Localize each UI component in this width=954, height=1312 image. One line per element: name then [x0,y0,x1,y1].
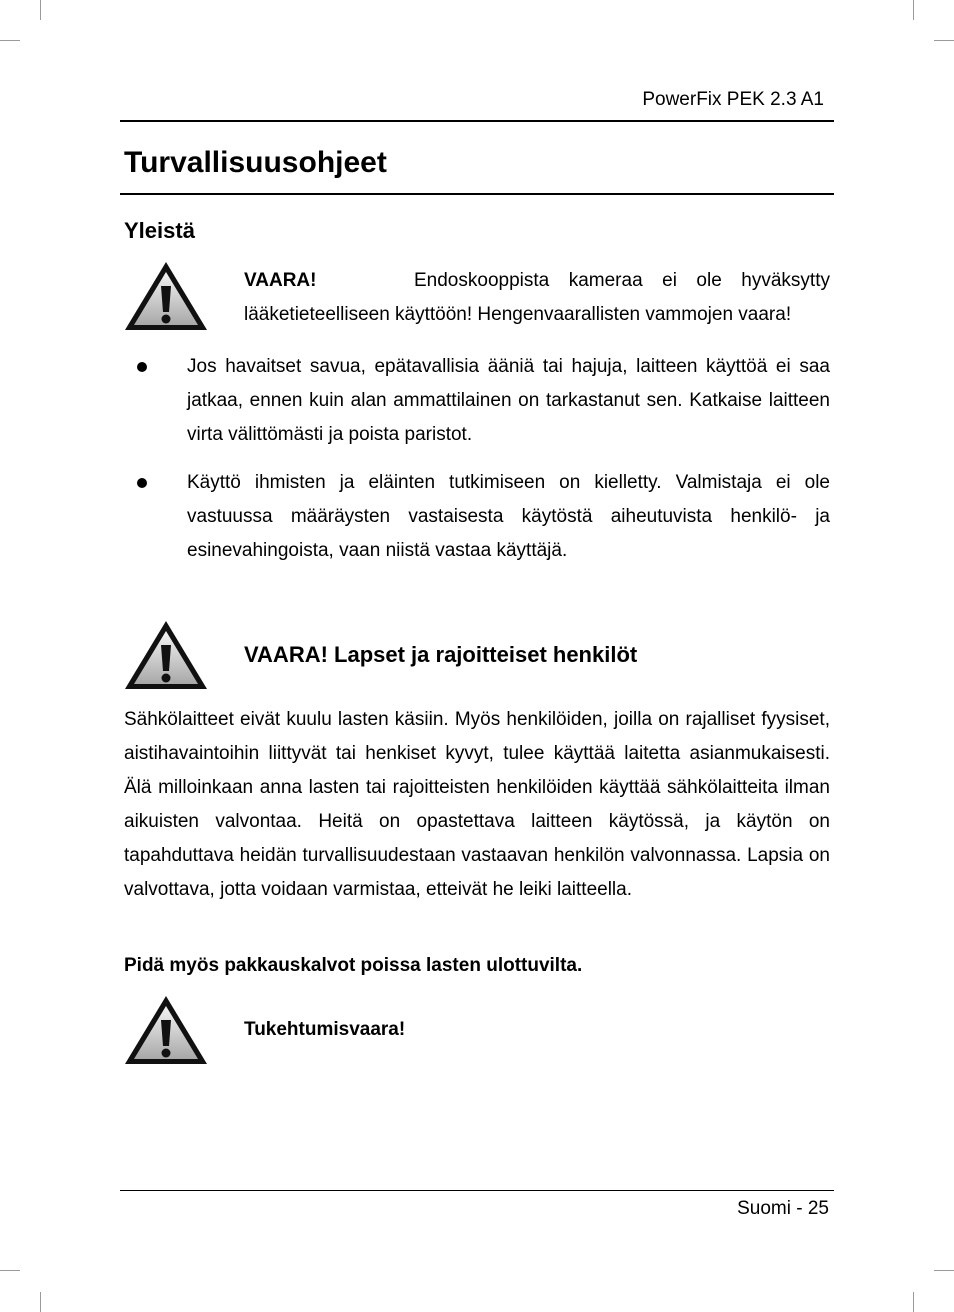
list-item: Käyttö ihmisten ja eläinten tutkimiseen on kielletty. Valmistaja ei ole vastuussa määräysten vastaisesta käytöstä aiheutuvista henkilö- ja esinevahingoista, vaan niistä vastaa käyttäjä. [187,472,830,561]
crop-mark [913,1292,914,1312]
packaging-note: Pidä myös pakkauskalvot poissa lasten ulottuvilta. [124,955,583,976]
footer-page-number: Suomi - 25 [737,1198,829,1219]
list-item: Jos havaitset savua, epätavallisia ääniä tai hajuja, laitteen käyttöä ei saa jatkaa, ennen kuin alan ammattilainen on tarkastanut sen. Katkaise laitteen virta välittömästi ja poista paristot. [187,356,830,445]
page-title: Turvallisuusohjeet [124,146,387,179]
warning2-heading: VAARA! Lapset ja rajoitteiset henkilöt [244,642,638,667]
crop-mark [934,40,954,41]
crop-mark [40,0,41,20]
title-rule [120,193,834,195]
crop-mark [0,40,20,41]
header-product: PowerFix PEK 2.3 A1 [642,89,824,110]
crop-mark [934,1270,954,1271]
warning1-label: VAARA! [244,270,317,291]
children-paragraph: Sähkölaitteet eivät kuulu lasten käsiin. Myös henkilöiden, joilla on rajalliset fyysiset, aistihavaintoihin liittyvät tai henkiset kyvyt, tulee käyttää laitetta asianmukaisesti. Älä milloinkaan anna lasten tai rajoitteisten henkilöiden käyttää sähkölaitteita ilman aikuisten valvontaa. Heitä on opastettava laitteen käytössä, ja käytön on tapahduttava heidän turvallisuudestaan vastaavan henkilön valvonnassa. Lapsia on valvottava, jotta voidaan varmistaa, etteivät he leiki laitteella. [124,709,830,900]
crop-mark [40,1292,41,1312]
warning3-heading: Tukehtumisvaara! [244,1019,406,1040]
crop-mark [0,1270,20,1271]
warning1-body: Endoskooppista kameraa ei ole hyväksytty lääketieteelliseen käyttöön! Hengenvaarallisten vammojen vaara! [244,270,830,325]
bullet-marker [137,362,147,372]
warning-triangle-icon [123,260,209,332]
section-heading: Yleistä [124,218,195,243]
warning-triangle-icon [123,619,209,691]
header-rule [120,120,834,122]
warning1-text [244,264,830,332]
footer-rule [120,1190,834,1191]
warning-triangle-icon [123,994,209,1066]
bullet-marker [137,478,147,488]
crop-mark [913,0,914,20]
